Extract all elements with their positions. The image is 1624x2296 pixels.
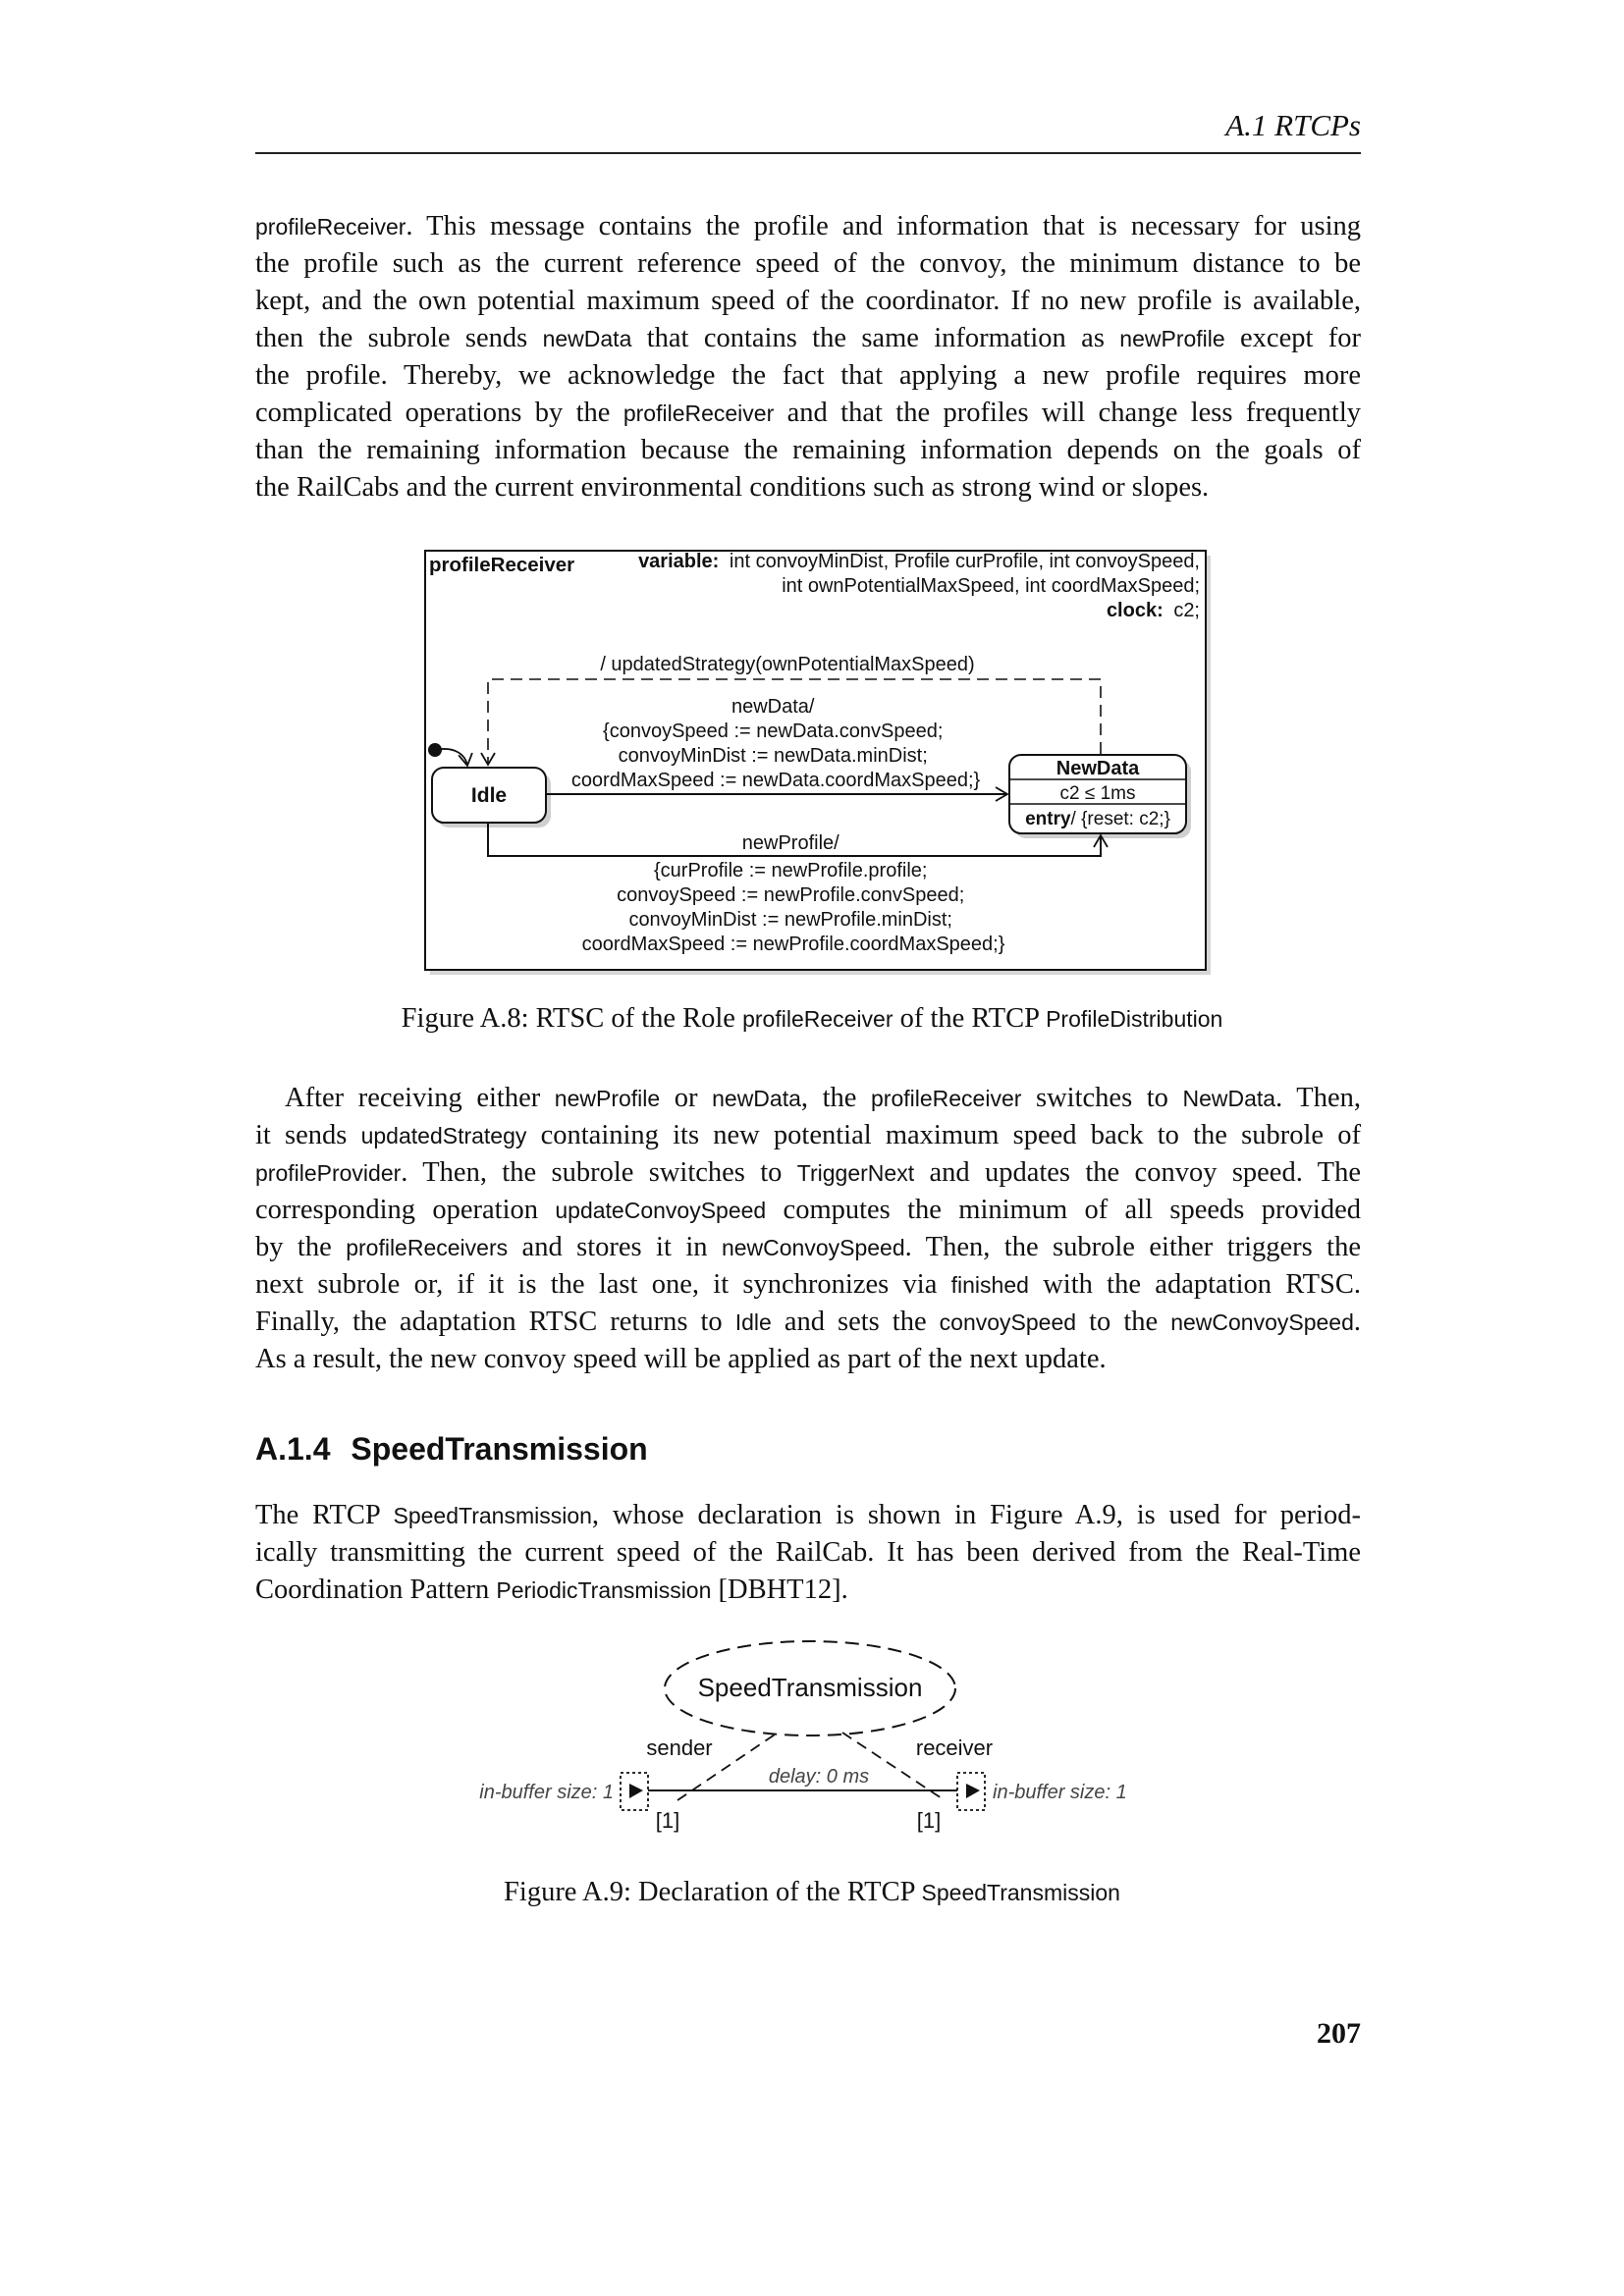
text-run: . Then, — [1275, 1083, 1361, 1113]
text-run: the profile. Thereby, we acknowledge the fact that applying a new profile requires more — [255, 360, 1361, 391]
newprofile-transition-label: newProfile/ {curProfile := newProfile.profile; convoySpeed := newProfile.convSpeed; convoyMinDist := newProfile.minDist; coordMaxSpeed := newProfile.coordMaxSpeed;} — [581, 832, 1005, 955]
code-identifier: NewData — [1182, 1086, 1276, 1111]
code-identifier: newConvoySpeed — [721, 1235, 905, 1260]
sender-buffer-label: in-buffer size: 1 — [479, 1782, 614, 1803]
running-title: A.1 RTCPs — [1225, 108, 1361, 142]
svg-text:entry/ {reset: c2;} — [1025, 809, 1170, 829]
entry-keyword: entry — [1025, 809, 1071, 829]
code-identifier: profileReceivers — [346, 1235, 509, 1260]
code-identifier: profileProvider — [255, 1160, 402, 1186]
code-identifier: profileReceiver — [623, 400, 775, 426]
connector-delay-label: delay: 0 ms — [768, 1766, 870, 1788]
text-run: Finally, the adaptation RTSC returns to — [255, 1307, 735, 1337]
code-identifier: convoySpeed — [939, 1309, 1077, 1335]
section-title: SpeedTransmission — [351, 1431, 648, 1467]
text-run: containing its new potential maximum speed back to the subrole of — [526, 1120, 1362, 1150]
text-line — [255, 1497, 1361, 1534]
figure-a9-caption: Figure A.9: Declaration of the RTCP SpeedTransmission — [504, 1877, 1120, 1907]
figure-a8-caption: Figure A.8: RTSC of the Role profileReceiver of the RTCP ProfileDistribution — [401, 1003, 1223, 1034]
receiver-buffer-label: in-buffer size: 1 — [993, 1782, 1127, 1803]
text-run: by the — [255, 1232, 347, 1262]
text-line — [255, 1080, 1361, 1117]
text-run: computes the minimum of all speeds provided — [766, 1195, 1361, 1225]
variable-keyword: variable: — [638, 551, 720, 572]
code-identifier: newData — [712, 1086, 801, 1111]
text-run: with the adaptation RTSC. — [1028, 1269, 1361, 1300]
code-identifier: newData — [542, 326, 632, 351]
text-run: the RailCabs and the current environmental conditions such as strong wind or slopes. — [255, 472, 1210, 503]
figure-a9-rtcp-declaration — [0, 1620, 1624, 1865]
dashed-transition-label: / updatedStrategy(ownPotentialMaxSpeed) — [600, 654, 975, 675]
text-run: and updates the convoy speed. The — [914, 1157, 1361, 1188]
text-run: to the — [1076, 1307, 1171, 1337]
variable-declarations-line2: int ownPotentialMaxSpeed, int coordMaxSpeed; — [782, 575, 1200, 597]
text-run: ically transmitting the current speed of the RailCab. It has been derived from the Real-Time — [255, 1537, 1361, 1568]
entry-action: / {reset: c2;} — [1070, 809, 1170, 829]
code-identifier: updateConvoySpeed — [555, 1198, 767, 1223]
section-heading — [255, 1431, 648, 1468]
section-number: A.1.4 — [255, 1431, 331, 1467]
text-line — [255, 1266, 1361, 1304]
rtcp-pattern-name: SpeedTransmission — [697, 1673, 923, 1702]
text-run: and sets the — [771, 1307, 940, 1337]
text-run: . — [1353, 1307, 1361, 1337]
text-run: . This message contains the profile and information that is necessary for using — [406, 211, 1361, 241]
text-line — [255, 1572, 1361, 1609]
code-identifier: newConvoySpeed — [1170, 1309, 1354, 1335]
paragraph-3 — [255, 1497, 1361, 1609]
code-identifier: newProfile — [1119, 326, 1225, 351]
text-run: it sends — [255, 1120, 361, 1150]
text-run: that contains the same information as — [631, 323, 1120, 353]
text-run: except for — [1224, 323, 1361, 353]
rtsc-role-name: profileReceiver — [429, 554, 575, 576]
clock-keyword: clock: — [1106, 600, 1164, 621]
text-run: Coordination Pattern — [255, 1575, 497, 1605]
text-run: . Then, the subrole either triggers the — [904, 1232, 1361, 1262]
text-run: or — [660, 1083, 713, 1113]
text-run: . Then, the subrole switches to — [401, 1157, 797, 1188]
text-run: then the subrole sends — [255, 323, 543, 353]
text-run: After receiving either — [285, 1083, 555, 1113]
paragraph-2 — [255, 1080, 1361, 1378]
receiver-role-label: receiver — [915, 1735, 994, 1760]
text-line — [255, 1229, 1361, 1266]
code-identifier: newProfile — [554, 1086, 661, 1111]
code-identifier: updatedStrategy — [360, 1123, 527, 1148]
text-run: The RTCP — [255, 1500, 394, 1530]
variable-declarations-line1: int convoyMinDist, Profile curProfile, int convoySpeed, — [729, 551, 1200, 572]
text-run: switches to — [1021, 1083, 1183, 1113]
text-run: kept, and the own potential maximum speed of the coordinator. If no new profile is available, — [255, 286, 1361, 316]
code-identifier: profileReceiver — [871, 1086, 1022, 1111]
receiver-multiplicity: [1] — [916, 1808, 942, 1833]
text-run: and stores it in — [508, 1232, 722, 1262]
code-identifier: finished — [950, 1272, 1029, 1298]
text-run: , whose declaration is shown in Figure A.9, is used for period- — [591, 1500, 1361, 1530]
code-identifier: SpeedTransmission — [393, 1503, 592, 1528]
text-run: next subrole or, if it is the last one, it synchronizes via — [255, 1269, 951, 1300]
text-line — [255, 1304, 1361, 1341]
sender-multiplicity: [1] — [655, 1808, 680, 1833]
code-identifier: profileReceiver — [255, 214, 406, 240]
svg-text:clock: c2; — [1107, 600, 1200, 621]
text-line — [255, 1117, 1361, 1154]
svg-text:variable: int convoyMinD — [638, 551, 1200, 572]
text-line — [255, 1154, 1361, 1192]
text-run: [DBHT12]. — [711, 1575, 848, 1605]
text-line — [255, 1341, 1361, 1378]
clock-value: c2; — [1173, 600, 1200, 621]
text-run: , the — [800, 1083, 872, 1113]
text-run: the profile such as the current reference speed of the convoy, the minimum distance to be — [255, 248, 1361, 279]
state-idle-label: Idle — [470, 784, 508, 807]
figure-a8-rtsc-diagram — [0, 0, 1624, 1001]
text-line — [255, 1534, 1361, 1572]
text-run: corresponding operation — [255, 1195, 556, 1225]
text-run: complicated operations by the — [255, 398, 623, 428]
state-newdata-label: NewData — [1056, 758, 1140, 779]
sender-role-label: sender — [646, 1735, 713, 1760]
text-run: and that the profiles will change less frequently — [774, 398, 1361, 428]
page-number: 207 — [1317, 2017, 1361, 2050]
text-run: than the remaining information because the remaining information depends on the goals of — [255, 435, 1361, 465]
code-identifier: Idle — [734, 1309, 772, 1335]
state-newdata-invariant: c2 ≤ 1ms — [1059, 783, 1136, 804]
code-identifier: TriggerNext — [796, 1160, 915, 1186]
text-line — [255, 1192, 1361, 1229]
code-identifier: PeriodicTransmission — [496, 1577, 712, 1603]
text-run: As a result, the new convoy speed will be applied as part of the next update. — [255, 1344, 1107, 1374]
newdata-transition-label: newData/ {convoySpeed := newData.convSpeed; convoyMinDist := newData.minDist; coordMaxSpeed := newData.coordMaxSpeed;} — [570, 696, 981, 791]
